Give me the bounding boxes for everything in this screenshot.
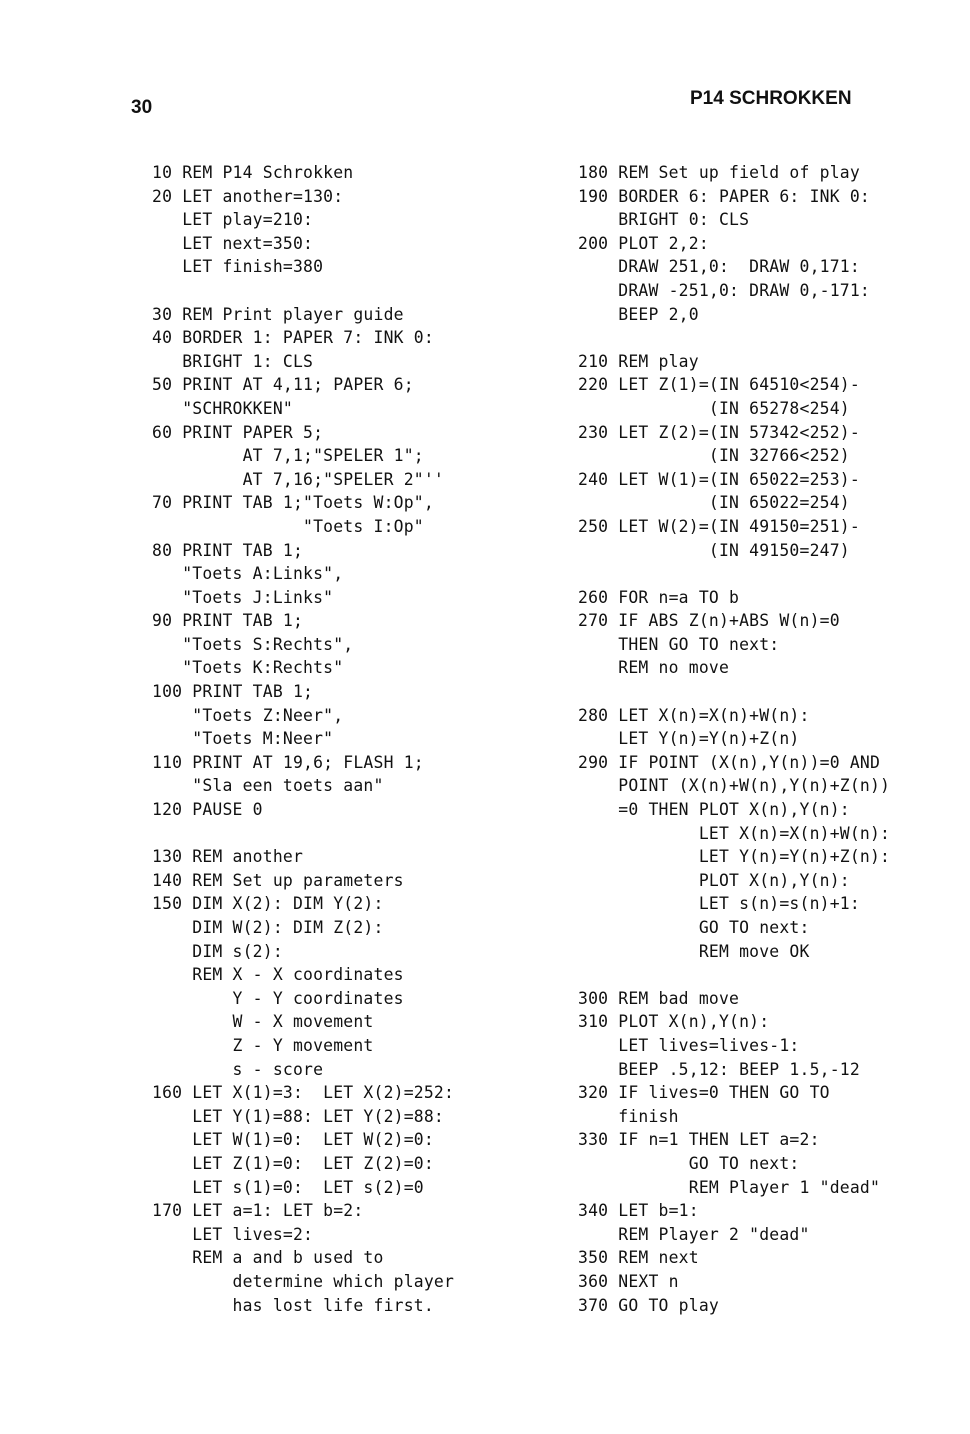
code-line: PLOT X(n),Y(n): [578, 870, 850, 890]
code-line: "Toets J:Links" [152, 587, 334, 607]
code-line: finish [578, 1106, 679, 1126]
program-listing-right-column [578, 161, 890, 1317]
code-line: AT 7,16;"SPELER 2"'' [152, 469, 444, 489]
section-title: P14 SCHROKKEN [690, 88, 852, 109]
code-line: 170 LET a=1: LET b=2: [152, 1201, 364, 1221]
code-line: DIM s(2): [152, 941, 283, 961]
code-line: Y - Y coordinates [152, 988, 404, 1008]
code-line: LET s(1)=0: LET s(2)=0 [152, 1177, 424, 1197]
code-line: "Toets A:Links", [152, 564, 344, 584]
code-line: 100 PRINT TAB 1; [152, 682, 314, 702]
code-line: 10 REM P14 Schrokken [152, 163, 354, 182]
code-line: 290 IF POINT (X(n),Y(n))=0 AND [578, 752, 881, 772]
code-line: "Toets M:Neer" [152, 729, 334, 749]
code-line: DRAW -251,0: DRAW 0,-171: [578, 280, 870, 300]
code-line: LET s(n)=s(n)+1: [578, 894, 860, 914]
page-number: 30 [131, 97, 153, 118]
code-line: 180 REM Set up field of play [578, 163, 860, 182]
code-line: 220 LET Z(1)=(IN 64510<254)- [578, 375, 860, 395]
code-line: 40 BORDER 1: PAPER 7: INK 0: [152, 328, 434, 348]
code-line: LET lives=lives-1: [578, 1035, 800, 1055]
code-line: determine which player [152, 1271, 455, 1291]
code-line: 350 REM next [578, 1248, 699, 1268]
code-line: 230 LET Z(2)=(IN 57342<252)- [578, 422, 860, 442]
code-line: 310 PLOT X(n),Y(n): [578, 1012, 770, 1032]
code-line [578, 680, 890, 704]
code-line: (IN 49150=247) [578, 540, 850, 560]
code-line [578, 326, 890, 350]
code-line [152, 279, 454, 303]
code-line: 150 DIM X(2): DIM Y(2): [152, 894, 384, 914]
code-line: REM a and b used to [152, 1248, 384, 1268]
code-line: BRIGHT 1: CLS [152, 351, 314, 371]
code-line: DRAW 251,0: DRAW 0,171: [578, 257, 860, 277]
code-line: LET next=350: [152, 233, 314, 253]
code-line: POINT (X(n)+W(n),Y(n)+Z(n)) [578, 776, 891, 796]
code-line: 210 REM play [578, 351, 699, 371]
code-line: REM X - X coordinates [152, 965, 404, 985]
code-line: 320 IF lives=0 THEN GO TO [578, 1083, 830, 1103]
code-line: =0 THEN PLOT X(n),Y(n): [578, 800, 850, 820]
code-line: BEEP .5,12: BEEP 1.5,-12 [578, 1059, 860, 1079]
code-line: LET lives=2: [152, 1224, 314, 1244]
code-line: 20 LET another=130: [152, 186, 344, 206]
code-line: (IN 32766<252) [578, 446, 850, 466]
code-line: has lost life first. [152, 1295, 434, 1315]
code-line: 190 BORDER 6: PAPER 6: INK 0: [578, 186, 870, 206]
code-line: (IN 65022=254) [578, 493, 850, 513]
code-line: 250 LET W(2)=(IN 49150=251)- [578, 516, 860, 536]
code-line: LET Z(1)=0: LET Z(2)=0: [152, 1153, 434, 1173]
code-line: LET X(n)=X(n)+W(n): [578, 823, 891, 843]
code-line: 140 REM Set up parameters [152, 870, 404, 890]
code-line: "Sla een toets aan" [152, 776, 384, 796]
code-line: BRIGHT 0: CLS [578, 210, 750, 230]
code-line: LET Y(n)=Y(n)+Z(n) [578, 729, 800, 749]
code-line: LET play=210: [152, 210, 314, 230]
code-line: REM no move [578, 658, 730, 678]
code-line: 160 LET X(1)=3: LET X(2)=252: [152, 1083, 455, 1103]
code-line: AT 7,1;"SPELER 1"; [152, 446, 424, 466]
code-line: 200 PLOT 2,2: [578, 233, 709, 253]
code-line: Z - Y movement [152, 1035, 374, 1055]
code-line: 70 PRINT TAB 1;"Toets W:Op", [152, 493, 434, 513]
code-line: 370 GO TO play [578, 1295, 719, 1315]
code-line: 30 REM Print player guide [152, 304, 404, 324]
code-line [152, 822, 454, 846]
code-line: LET Y(1)=88: LET Y(2)=88: [152, 1106, 444, 1126]
code-line: "SCHROKKEN" [152, 398, 293, 418]
code-line [578, 562, 890, 586]
code-line: 120 PAUSE 0 [152, 800, 263, 820]
code-line: REM move OK [578, 941, 810, 961]
code-line: 130 REM another [152, 847, 304, 867]
code-line: "Toets Z:Neer", [152, 705, 344, 725]
code-line: LET W(1)=0: LET W(2)=0: [152, 1130, 434, 1150]
code-line: 300 REM bad move [578, 988, 740, 1008]
code-line: 340 LET b=1: [578, 1201, 699, 1221]
code-line: LET finish=380 [152, 257, 324, 277]
code-line: 50 PRINT AT 4,11; PAPER 6; [152, 375, 414, 395]
code-line: LET Y(n)=Y(n)+Z(n): [578, 847, 891, 867]
code-line: "Toets K:Rechts" [152, 658, 344, 678]
code-line: 330 IF n=1 THEN LET a=2: [578, 1130, 820, 1150]
code-line: (IN 65278<254) [578, 398, 850, 418]
code-line: REM Player 2 "dead" [578, 1224, 810, 1244]
code-line: BEEP 2,0 [578, 304, 699, 324]
code-line [578, 963, 890, 987]
code-line: "Toets S:Rechts", [152, 634, 354, 654]
code-line: 60 PRINT PAPER 5; [152, 422, 324, 442]
code-line: GO TO next: [578, 1153, 800, 1173]
code-line: 360 NEXT n [578, 1271, 679, 1291]
code-line: 240 LET W(1)=(IN 65022=253)- [578, 469, 860, 489]
code-line: GO TO next: [578, 918, 810, 937]
code-line: "Toets I:Op" [152, 516, 424, 536]
code-line: 270 IF ABS Z(n)+ABS W(n)=0 [578, 611, 840, 631]
code-line: 280 LET X(n)=X(n)+W(n): [578, 705, 810, 725]
code-line: THEN GO TO next: [578, 634, 780, 654]
code-line: 90 PRINT TAB 1; [152, 611, 304, 631]
program-listing-left-column [152, 161, 454, 1317]
code-line: 260 FOR n=a TO b [578, 587, 740, 607]
code-line: s - score [152, 1059, 324, 1079]
code-line: W - X movement [152, 1012, 374, 1032]
code-line: 80 PRINT TAB 1; [152, 540, 304, 560]
code-line: REM Player 1 "dead" [578, 1177, 881, 1197]
code-line: DIM W(2): DIM Z(2): [152, 918, 384, 937]
code-line: 110 PRINT AT 19,6; FLASH 1; [152, 752, 424, 772]
